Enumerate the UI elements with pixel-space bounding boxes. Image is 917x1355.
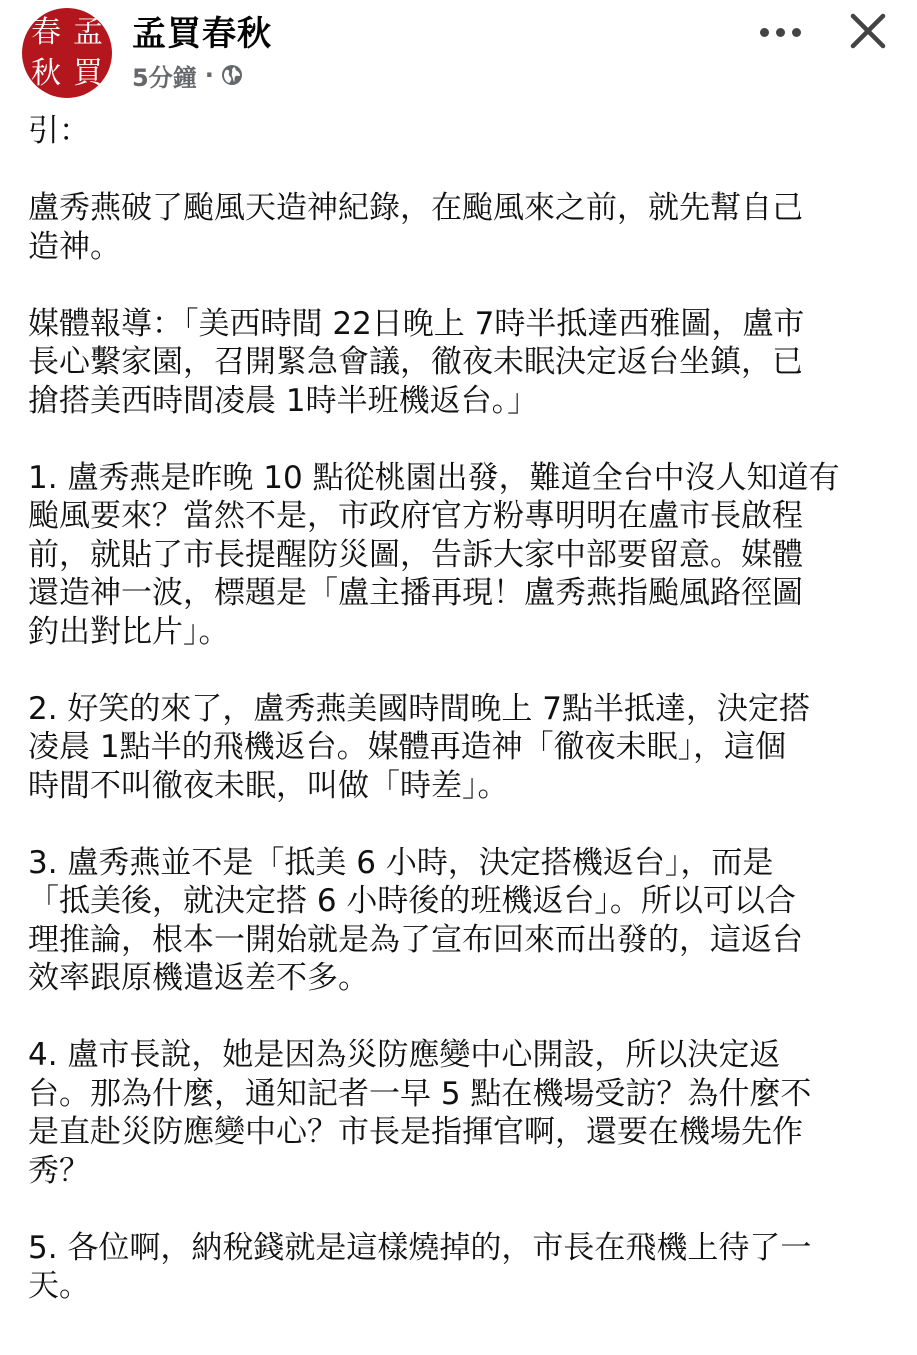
post-header (0, 0, 917, 100)
more-dot (776, 28, 785, 37)
avatar-char: 買 (73, 56, 103, 91)
more-options-button[interactable] (745, 10, 815, 54)
post-paragraph: 3. 盧秀燕並不是「抵美 6 小時，決定搭機返台」，而是 「抵美後，就決定搭 6 小時後的班機返台」。所以可以合 理推論，根本一開始就是為了宣布回來而出發的，這返台 效率跟原機遣返差不多。 (28, 844, 803, 996)
post-meta (132, 58, 244, 92)
post-body (28, 112, 898, 1306)
post-paragraph: 盧秀燕破了颱風天造神紀錄，在颱風來之前，就先幫自己 造神。 (28, 190, 803, 265)
post-paragraph: 2. 好笑的來了，盧秀燕美國時間晚上 7點半抵達，決定搭 凌晨 1點半的飛機返台。媒體再造神「徹夜未眠」，這個 時間不叫徹夜未眠，叫做「時差」。 (28, 690, 811, 804)
more-dot (760, 28, 769, 37)
avatar-char: 春 (31, 15, 61, 50)
page-name-link[interactable]: 孟買春秋 (132, 14, 272, 54)
avatar[interactable] (22, 8, 112, 98)
post-paragraph: 引： (28, 113, 90, 149)
avatar-char: 秋 (31, 56, 61, 91)
post-paragraph: 5. 各位啊，納稅錢就是這樣燒掉的，市長在飛機上待了一 天。 (28, 1229, 812, 1304)
post-paragraph: 媒體報導：「美西時間 22日晚上 7時半抵達西雅圖，盧市 長心繫家園，召開緊急會議，徹夜未眠決定返台坐鎮，已 搶搭美西時間凌晨 1時半班機返台。」 (28, 305, 805, 419)
more-dot (792, 28, 801, 37)
post-paragraph: 1. 盧秀燕是昨晚 10 點從桃園出發，難道全台中沒人知道有 颱風要來？當然不是，市政府官方粉專明明在盧市長啟程 前，就貼了市長提醒防災圖，告訴大家中部要留意。媒體 還造神一波，標題是「盧主播再現！盧秀燕指颱風路徑圖 釣出對比片」。 (28, 459, 840, 650)
globe-icon[interactable] (220, 63, 244, 87)
meta-separator: · (204, 61, 214, 89)
post-paragraph: 4. 盧市長說，她是因為災防應變中心開設，所以決定返 台。那為什麼，通知記者一早 5 點在機場受訪？為什麼不 是直赴災防應變中心？市長是指揮官啊，還要在機場先作 秀？ (28, 1037, 812, 1189)
avatar-logo (25, 12, 109, 94)
post-timestamp[interactable]: 5分鐘 (132, 63, 197, 92)
close-icon[interactable] (840, 8, 896, 58)
avatar-char: 孟 (73, 15, 103, 50)
